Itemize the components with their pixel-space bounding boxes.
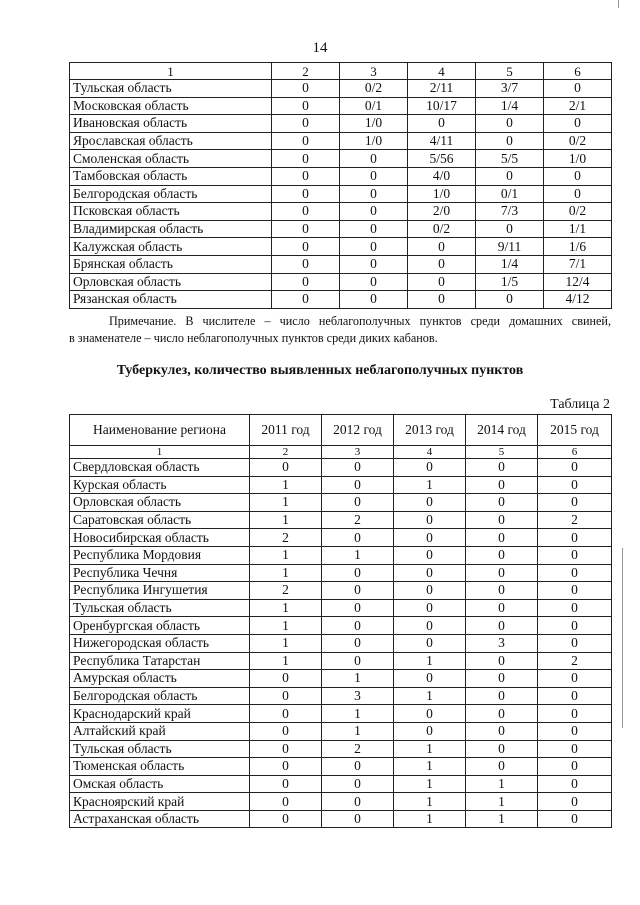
value-cell: 0 — [394, 511, 466, 529]
value-cell: 0/2 — [340, 80, 408, 98]
value-cell: 0 — [250, 810, 322, 828]
table-row — [70, 564, 612, 582]
region-name-cell: Тюменская область — [70, 758, 250, 776]
table-row — [70, 705, 612, 723]
value-cell: 0 — [466, 740, 538, 758]
note-line: Примечание. В числителе – число неблагополучных пунктов среди домашних свиней, — [109, 314, 611, 328]
value-cell: 1 — [250, 511, 322, 529]
value-cell: 1/6 — [544, 238, 612, 256]
value-cell: 0 — [250, 687, 322, 705]
value-cell: 0 — [272, 132, 340, 150]
value-cell: 0 — [476, 132, 544, 150]
region-name-cell: Брянская область — [70, 255, 272, 273]
region-name-cell: Нижегородская область — [70, 634, 250, 652]
value-cell: 0 — [466, 758, 538, 776]
value-cell: 0 — [322, 775, 394, 793]
region-name-cell: Республика Татарстан — [70, 652, 250, 670]
value-cell: 0 — [408, 273, 476, 291]
value-cell: 2/1 — [544, 97, 612, 115]
region-name-cell: Псковская область — [70, 203, 272, 221]
value-cell: 3 — [466, 634, 538, 652]
value-cell: 0 — [272, 203, 340, 221]
value-cell: 0 — [466, 599, 538, 617]
region-name-cell: Саратовская область — [70, 511, 250, 529]
table-caption: Таблица 2 — [550, 397, 610, 412]
region-name-cell: Республика Чечня — [70, 564, 250, 582]
value-cell: 1 — [394, 687, 466, 705]
value-cell: 3/7 — [476, 80, 544, 98]
value-cell: 0 — [538, 634, 612, 652]
value-cell: 0 — [394, 634, 466, 652]
value-cell: 0 — [466, 705, 538, 723]
table-row — [70, 634, 612, 652]
value-cell: 0 — [538, 599, 612, 617]
value-cell: 0 — [272, 273, 340, 291]
value-cell: 0 — [250, 722, 322, 740]
value-cell: 1 — [394, 758, 466, 776]
table-row — [70, 670, 612, 688]
value-cell: 0 — [394, 529, 466, 547]
region-name-cell: Смоленская область — [70, 150, 272, 168]
column-header-year: 2012 год — [322, 415, 394, 446]
value-cell: 10/17 — [408, 97, 476, 115]
value-cell: 0 — [340, 185, 408, 203]
value-cell: 0 — [250, 459, 322, 477]
value-cell: 0 — [340, 203, 408, 221]
table-row — [70, 793, 612, 811]
value-cell: 0 — [544, 167, 612, 185]
value-cell: 1 — [250, 564, 322, 582]
value-cell: 1 — [322, 670, 394, 688]
value-cell: 1/0 — [408, 185, 476, 203]
region-name-cell: Свердловская область — [70, 459, 250, 477]
table-row — [70, 167, 612, 185]
table-row — [70, 599, 612, 617]
value-cell: 0 — [538, 529, 612, 547]
region-name-cell: Республика Ингушетия — [70, 582, 250, 600]
region-name-cell: Ивановская область — [70, 115, 272, 133]
value-cell: 0 — [322, 459, 394, 477]
value-cell: 0 — [340, 238, 408, 256]
value-cell: 0 — [538, 740, 612, 758]
value-cell: 0 — [466, 494, 538, 512]
scan-edge-mark — [618, 0, 619, 8]
value-cell: 0 — [408, 255, 476, 273]
value-cell: 0 — [466, 546, 538, 564]
value-cell: 4/11 — [408, 132, 476, 150]
value-cell: 1 — [394, 476, 466, 494]
value-cell: 0 — [340, 167, 408, 185]
value-cell: 0 — [408, 115, 476, 133]
value-cell: 1 — [466, 793, 538, 811]
region-name-cell: Московская область — [70, 97, 272, 115]
value-cell: 0 — [250, 740, 322, 758]
value-cell: 0 — [272, 97, 340, 115]
value-cell: 0 — [272, 185, 340, 203]
value-cell: 1/0 — [544, 150, 612, 168]
column-index: 2 — [272, 63, 340, 80]
region-name-cell: Тульская область — [70, 599, 250, 617]
region-name-cell: Калужская область — [70, 238, 272, 256]
value-cell: 0 — [538, 670, 612, 688]
value-cell: 0 — [272, 255, 340, 273]
value-cell: 0/1 — [476, 185, 544, 203]
table-row — [70, 546, 612, 564]
table-row — [70, 459, 612, 477]
value-cell: 0 — [322, 810, 394, 828]
value-cell: 0 — [394, 705, 466, 723]
table-row — [70, 80, 612, 98]
value-cell: 1 — [250, 546, 322, 564]
value-cell: 0 — [466, 529, 538, 547]
value-cell: 1 — [250, 652, 322, 670]
value-cell: 1/0 — [340, 115, 408, 133]
value-cell: 0 — [272, 167, 340, 185]
column-index: 3 — [340, 63, 408, 80]
value-cell: 0 — [538, 687, 612, 705]
table1-column-index-row — [70, 63, 612, 80]
value-cell: 0 — [408, 238, 476, 256]
value-cell: 0 — [250, 670, 322, 688]
region-name-cell: Алтайский край — [70, 722, 250, 740]
value-cell: 2/0 — [408, 203, 476, 221]
value-cell: 7/1 — [544, 255, 612, 273]
value-cell: 0 — [250, 705, 322, 723]
value-cell: 0 — [272, 115, 340, 133]
table-row — [70, 185, 612, 203]
value-cell: 0 — [394, 546, 466, 564]
value-cell: 0 — [476, 115, 544, 133]
table-row — [70, 476, 612, 494]
value-cell: 0 — [466, 564, 538, 582]
region-name-cell: Омская область — [70, 775, 250, 793]
region-name-cell: Орловская область — [70, 494, 250, 512]
value-cell: 4/12 — [544, 291, 612, 309]
value-cell: 0 — [272, 150, 340, 168]
table-row — [70, 203, 612, 221]
value-cell: 0 — [544, 115, 612, 133]
table-row — [70, 775, 612, 793]
table2-header-row — [70, 415, 612, 446]
value-cell: 0 — [408, 291, 476, 309]
value-cell: 0 — [340, 291, 408, 309]
value-cell: 0 — [544, 185, 612, 203]
value-cell: 0 — [466, 582, 538, 600]
value-cell: 0 — [340, 255, 408, 273]
value-cell: 2 — [538, 652, 612, 670]
table-row — [70, 132, 612, 150]
value-cell: 0 — [538, 459, 612, 477]
table-row — [70, 220, 612, 238]
value-cell: 1/0 — [340, 132, 408, 150]
table-row — [70, 617, 612, 635]
value-cell: 0 — [322, 564, 394, 582]
value-cell: 1 — [394, 793, 466, 811]
value-cell: 1/5 — [476, 273, 544, 291]
table-row — [70, 150, 612, 168]
region-name-cell: Республика Мордовия — [70, 546, 250, 564]
value-cell: 0 — [538, 582, 612, 600]
value-cell: 1 — [466, 775, 538, 793]
table-row — [70, 687, 612, 705]
column-index: 5 — [466, 446, 538, 459]
value-cell: 0 — [272, 220, 340, 238]
value-cell: 9/11 — [476, 238, 544, 256]
value-cell: 0 — [322, 599, 394, 617]
column-header-year: 2011 год — [250, 415, 322, 446]
value-cell: 0 — [322, 652, 394, 670]
column-index: 1 — [70, 446, 250, 459]
value-cell: 0 — [538, 546, 612, 564]
region-name-cell: Астраханская область — [70, 810, 250, 828]
value-cell: 1 — [394, 775, 466, 793]
value-cell: 0 — [272, 238, 340, 256]
value-cell: 0 — [538, 793, 612, 811]
value-cell: 0 — [466, 670, 538, 688]
region-name-cell: Курская область — [70, 476, 250, 494]
table-row — [70, 494, 612, 512]
value-cell: 5/56 — [408, 150, 476, 168]
value-cell: 0 — [340, 150, 408, 168]
value-cell: 0 — [394, 564, 466, 582]
region-name-cell: Белгородская область — [70, 185, 272, 203]
region-name-cell: Тамбовская область — [70, 167, 272, 185]
value-cell: 0 — [538, 810, 612, 828]
value-cell: 7/3 — [476, 203, 544, 221]
table-row — [70, 255, 612, 273]
value-cell: 3 — [322, 687, 394, 705]
region-name-cell: Рязанская область — [70, 291, 272, 309]
column-index: 1 — [70, 63, 272, 80]
value-cell: 0 — [322, 634, 394, 652]
value-cell: 1 — [250, 494, 322, 512]
value-cell: 0 — [538, 617, 612, 635]
value-cell: 2/11 — [408, 80, 476, 98]
scan-edge-mark — [622, 548, 623, 728]
value-cell: 2 — [322, 511, 394, 529]
table2-column-index-row — [70, 446, 612, 459]
value-cell: 0 — [394, 722, 466, 740]
column-header-year: 2015 год — [538, 415, 612, 446]
value-cell: 0 — [394, 599, 466, 617]
value-cell: 1 — [394, 652, 466, 670]
value-cell: 0 — [538, 705, 612, 723]
region-name-cell: Краснодарский край — [70, 705, 250, 723]
value-cell: 1/4 — [476, 255, 544, 273]
region-name-cell: Тульская область — [70, 740, 250, 758]
value-cell: 2 — [322, 740, 394, 758]
value-cell: 0 — [322, 582, 394, 600]
value-cell: 0 — [466, 722, 538, 740]
value-cell: 0 — [394, 494, 466, 512]
table-row — [70, 810, 612, 828]
value-cell: 0 — [340, 273, 408, 291]
column-index: 6 — [544, 63, 612, 80]
table-note — [69, 313, 611, 347]
table-row — [70, 273, 612, 291]
value-cell: 5/5 — [476, 150, 544, 168]
value-cell: 1 — [250, 599, 322, 617]
note-line: в знаменателе – число неблагополучных пунктов среди диких кабанов. — [69, 331, 438, 345]
value-cell: 0 — [340, 220, 408, 238]
tuberculosis-table — [69, 414, 612, 828]
value-cell: 0 — [466, 459, 538, 477]
column-header-year: 2013 год — [394, 415, 466, 446]
value-cell: 0 — [538, 494, 612, 512]
value-cell: 0 — [250, 758, 322, 776]
value-cell: 0 — [476, 167, 544, 185]
table-row — [70, 529, 612, 547]
region-name-cell: Красноярский край — [70, 793, 250, 811]
region-name-cell: Белгородская область — [70, 687, 250, 705]
table-row — [70, 511, 612, 529]
column-header-region: Наименование региона — [70, 415, 250, 446]
value-cell: 0 — [466, 617, 538, 635]
value-cell: 1 — [394, 810, 466, 828]
value-cell: 0 — [538, 476, 612, 494]
value-cell: 0 — [538, 775, 612, 793]
value-cell: 0 — [394, 617, 466, 635]
value-cell: 0 — [250, 775, 322, 793]
value-cell: 1 — [250, 634, 322, 652]
value-cell: 0/2 — [544, 203, 612, 221]
value-cell: 0 — [322, 793, 394, 811]
table-row — [70, 652, 612, 670]
value-cell: 1 — [322, 722, 394, 740]
table-row — [70, 582, 612, 600]
table-row — [70, 722, 612, 740]
value-cell: 1/4 — [476, 97, 544, 115]
value-cell: 0 — [322, 617, 394, 635]
value-cell: 1/1 — [544, 220, 612, 238]
value-cell: 0 — [466, 511, 538, 529]
region-name-cell: Орловская область — [70, 273, 272, 291]
value-cell: 4/0 — [408, 167, 476, 185]
value-cell: 0 — [322, 476, 394, 494]
value-cell: 0/2 — [544, 132, 612, 150]
value-cell: 0 — [544, 80, 612, 98]
value-cell: 0 — [466, 476, 538, 494]
value-cell: 0 — [476, 291, 544, 309]
value-cell: 0 — [538, 758, 612, 776]
value-cell: 1 — [466, 810, 538, 828]
region-name-cell: Тульская область — [70, 80, 272, 98]
value-cell: 0 — [394, 459, 466, 477]
value-cell: 12/4 — [544, 273, 612, 291]
value-cell: 0/1 — [340, 97, 408, 115]
value-cell: 0 — [250, 793, 322, 811]
region-name-cell: Амурская область — [70, 670, 250, 688]
table-row — [70, 238, 612, 256]
column-index: 3 — [322, 446, 394, 459]
value-cell: 0 — [476, 220, 544, 238]
swine-fever-table — [69, 62, 612, 309]
value-cell: 0/2 — [408, 220, 476, 238]
table-row — [70, 97, 612, 115]
column-index: 6 — [538, 446, 612, 459]
value-cell: 2 — [250, 529, 322, 547]
value-cell: 1 — [322, 705, 394, 723]
column-index: 5 — [476, 63, 544, 80]
value-cell: 0 — [538, 564, 612, 582]
value-cell: 2 — [538, 511, 612, 529]
region-name-cell: Новосибирская область — [70, 529, 250, 547]
value-cell: 0 — [322, 494, 394, 512]
table-row — [70, 291, 612, 309]
table-row — [70, 740, 612, 758]
value-cell: 1 — [394, 740, 466, 758]
value-cell: 1 — [250, 476, 322, 494]
value-cell: 1 — [322, 546, 394, 564]
value-cell: 0 — [538, 722, 612, 740]
value-cell: 0 — [394, 582, 466, 600]
column-index: 4 — [394, 446, 466, 459]
table-row — [70, 115, 612, 133]
table-row — [70, 758, 612, 776]
value-cell: 0 — [272, 291, 340, 309]
column-header-year: 2014 год — [466, 415, 538, 446]
value-cell: 0 — [322, 529, 394, 547]
value-cell: 0 — [466, 687, 538, 705]
section-title: Туберкулез, количество выявленных неблагополучных пунктов — [116, 363, 524, 378]
value-cell: 2 — [250, 582, 322, 600]
region-name-cell: Владимирская область — [70, 220, 272, 238]
value-cell: 0 — [466, 652, 538, 670]
value-cell: 0 — [394, 670, 466, 688]
value-cell: 0 — [322, 758, 394, 776]
page-number: 14 — [312, 40, 328, 56]
region-name-cell: Ярославская область — [70, 132, 272, 150]
region-name-cell: Оренбургская область — [70, 617, 250, 635]
value-cell: 0 — [272, 80, 340, 98]
value-cell: 1 — [250, 617, 322, 635]
column-index: 4 — [408, 63, 476, 80]
column-index: 2 — [250, 446, 322, 459]
